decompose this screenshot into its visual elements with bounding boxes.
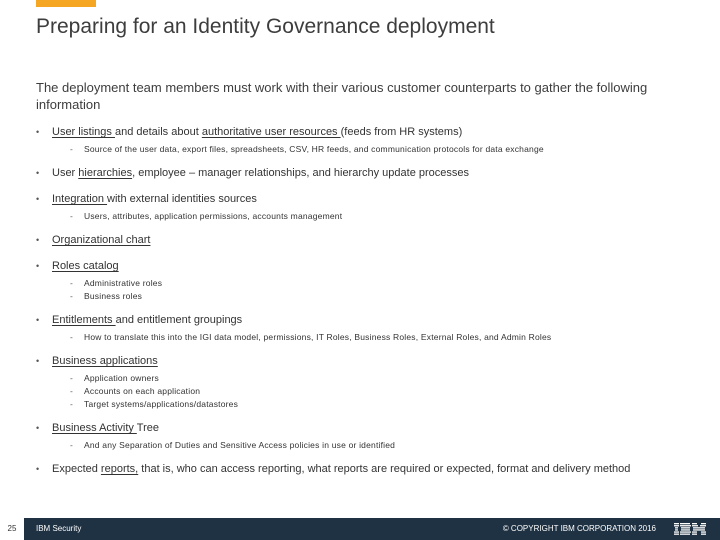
sub-bullet-text: Application owners bbox=[84, 373, 159, 383]
title-accent-bar bbox=[36, 0, 96, 7]
bullet-text-part: Expected bbox=[52, 463, 101, 475]
bullet-text-part: that is, who can access reporting, what reports are required or expected, format and delivery method bbox=[138, 463, 631, 475]
bullet-dot-icon: • bbox=[36, 194, 40, 204]
sub-bullet-text: And any Separation of Duties and Sensitive Access policies in use or identified bbox=[84, 440, 396, 450]
bullet-item bbox=[36, 125, 706, 156]
bullet-dot-icon: • bbox=[36, 261, 40, 271]
sub-bullet-list bbox=[52, 210, 706, 223]
sub-bullet-list bbox=[52, 439, 706, 452]
footer-brand: IBM Security bbox=[36, 524, 82, 533]
bullet-text bbox=[52, 354, 706, 368]
bullet-text-part: (feeds from HR systems) bbox=[340, 126, 463, 138]
bullet-text-part: , employee – manager relationships, and hierarchy update processes bbox=[132, 167, 470, 179]
bullet-text bbox=[52, 313, 706, 327]
bullet-list bbox=[36, 125, 706, 488]
bullet-text bbox=[52, 192, 706, 206]
sub-bullet-text: Accounts on each application bbox=[84, 386, 201, 396]
footer-bar bbox=[0, 518, 720, 540]
sub-bullet-list bbox=[52, 277, 706, 303]
sub-bullet-text: Users, attributes, application permissions, accounts management bbox=[84, 211, 343, 221]
bullet-text-part: Tree bbox=[136, 422, 159, 434]
bullet-item bbox=[36, 354, 706, 411]
underlined-term: reports, bbox=[100, 463, 139, 475]
bullet-item bbox=[36, 259, 706, 303]
underlined-term: Business Activity bbox=[52, 422, 137, 434]
sub-bullet-item bbox=[52, 277, 706, 290]
underlined-term: User listings bbox=[52, 126, 115, 138]
dash-icon: - bbox=[70, 144, 74, 154]
sub-bullet-item bbox=[52, 398, 706, 411]
underlined-term: Entitlements bbox=[52, 314, 116, 326]
bullet-text bbox=[52, 259, 706, 273]
bullet-text-part: User bbox=[52, 167, 79, 179]
bullet-dot-icon: • bbox=[36, 127, 40, 137]
bullet-dot-icon: • bbox=[36, 235, 40, 245]
underlined-term: hierarchies bbox=[78, 167, 133, 179]
dash-icon: - bbox=[70, 291, 74, 301]
bullet-dot-icon: • bbox=[36, 423, 40, 433]
dash-icon: - bbox=[70, 211, 74, 221]
bullet-dot-icon: • bbox=[36, 315, 40, 325]
bullet-text bbox=[52, 125, 706, 139]
sub-bullet-item bbox=[52, 372, 706, 385]
underlined-term: Business applications bbox=[52, 355, 158, 367]
sub-bullet-text: Source of the user data, export files, spreadsheets, CSV, HR feeds, and communication protocols for data exchange bbox=[84, 144, 544, 154]
sub-bullet-item bbox=[52, 210, 706, 223]
bullet-dot-icon: • bbox=[36, 356, 40, 366]
bullet-text bbox=[52, 233, 706, 247]
slide-title: Preparing for an Identity Governance deployment bbox=[36, 15, 495, 38]
bullet-dot-icon: • bbox=[36, 464, 40, 474]
sub-bullet-item bbox=[52, 439, 706, 452]
bullet-item bbox=[36, 421, 706, 452]
sub-bullet-text: Business roles bbox=[84, 291, 143, 301]
bullet-text-part: and details about bbox=[114, 126, 202, 138]
dash-icon: - bbox=[70, 399, 74, 409]
bullet-dot-icon: • bbox=[36, 168, 40, 178]
underlined-term: Integration bbox=[52, 193, 108, 205]
sub-bullet-text: How to translate this into the IGI data model, permissions, IT Roles, Business Roles, External Roles, and Admin Roles bbox=[84, 332, 552, 342]
bullet-text-part: and entitlement groupings bbox=[115, 314, 243, 326]
sub-bullet-list bbox=[52, 372, 706, 411]
bullet-text bbox=[52, 421, 706, 435]
footer-copyright: © COPYRIGHT IBM CORPORATION 2016 bbox=[502, 524, 656, 533]
dash-icon: - bbox=[70, 278, 74, 288]
sub-bullet-item bbox=[52, 290, 706, 303]
bullet-text bbox=[52, 166, 706, 180]
underlined-term: authoritative user resources bbox=[201, 126, 341, 138]
bullet-text-part: with external identities sources bbox=[107, 193, 257, 205]
bullet-item bbox=[36, 166, 706, 180]
bullet-item bbox=[36, 233, 706, 247]
intro-paragraph: The deployment team members must work with their various customer counterparts to gather the following information bbox=[36, 80, 648, 112]
sub-bullet-list bbox=[52, 331, 706, 344]
bullet-item bbox=[36, 462, 706, 476]
bullet-text bbox=[52, 462, 706, 476]
sub-bullet-text: Target systems/applications/datastores bbox=[84, 399, 239, 409]
page-number: 25 bbox=[0, 518, 24, 540]
sub-bullet-list bbox=[52, 143, 706, 156]
sub-bullet-text: Administrative roles bbox=[84, 278, 163, 288]
dash-icon: - bbox=[70, 332, 74, 342]
bullet-item bbox=[36, 192, 706, 223]
sub-bullet-item bbox=[52, 331, 706, 344]
dash-icon: - bbox=[70, 373, 74, 383]
sub-bullet-item bbox=[52, 385, 706, 398]
dash-icon: - bbox=[70, 440, 74, 450]
sub-bullet-item bbox=[52, 143, 706, 156]
bullet-item bbox=[36, 313, 706, 344]
dash-icon: - bbox=[70, 386, 74, 396]
underlined-term: Roles catalog bbox=[52, 260, 119, 272]
ibm-logo-icon bbox=[674, 523, 706, 535]
underlined-term: Organizational chart bbox=[52, 234, 151, 246]
